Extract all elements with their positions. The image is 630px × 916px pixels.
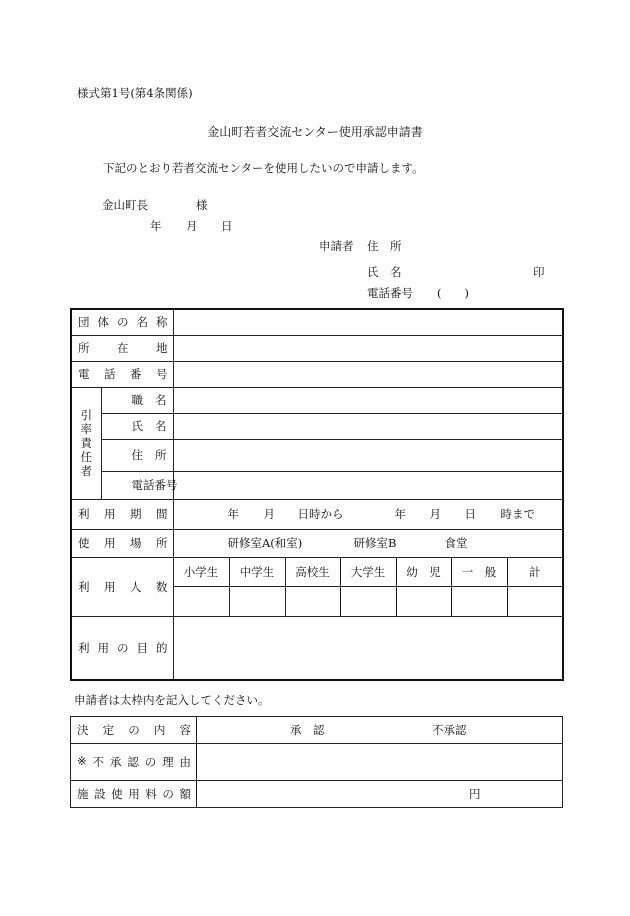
label-char: 住 <box>131 448 143 462</box>
date-day: 日 <box>221 219 233 233</box>
label-char: 職 <box>131 393 143 407</box>
label-char: 理 <box>162 755 174 769</box>
label-char: 由 <box>179 755 191 769</box>
reason-text <box>71 754 196 770</box>
label-char: 間 <box>156 507 168 521</box>
label-char: 所 <box>155 448 167 462</box>
label-char: 電 <box>78 367 90 381</box>
count-field-total[interactable] <box>507 586 563 616</box>
fee-field[interactable] <box>197 781 563 808</box>
period-day-2: 日 <box>464 507 476 521</box>
count-field-junior-high[interactable] <box>229 586 285 616</box>
decision-label <box>71 717 197 744</box>
leader-char: 引 <box>80 408 92 422</box>
label-char: 期 <box>130 507 142 521</box>
label-char: 決 <box>77 723 89 737</box>
phone-label <box>71 361 173 387</box>
leader-char: 任 <box>80 450 92 464</box>
leader-title-field[interactable] <box>173 387 563 413</box>
label-char: 的 <box>156 640 168 655</box>
label-char: 話 <box>104 367 116 381</box>
label-char: 電 <box>131 478 143 492</box>
label-char: の <box>117 640 129 655</box>
approved-option[interactable]: 承 認 <box>290 723 325 737</box>
label-char: 利 <box>78 640 90 655</box>
label-char: 内 <box>153 723 166 737</box>
label-char: 利 <box>78 579 90 594</box>
fee-text <box>71 786 196 802</box>
applicant-name-label: 氏 名 <box>367 265 402 279</box>
period-field[interactable] <box>173 499 563 529</box>
label-char: 話 <box>143 478 155 492</box>
label-char: 定 <box>102 723 115 737</box>
location-text <box>72 340 173 356</box>
purpose-text <box>72 640 173 656</box>
count-label <box>71 557 173 616</box>
period-year-1: 年 <box>227 507 239 521</box>
label-char: 所 <box>78 341 90 355</box>
leader-char: 者 <box>80 464 92 478</box>
group-name-text <box>72 314 173 330</box>
label-char: 場 <box>130 536 142 550</box>
label-char: 不 <box>92 755 105 769</box>
label-char: 額 <box>179 787 191 801</box>
decision-text <box>71 722 196 738</box>
rejected-option[interactable]: 不承認 <box>432 723 467 737</box>
leader-name-text <box>102 418 173 434</box>
period-year-2: 年 <box>394 507 406 521</box>
count-field-university[interactable] <box>340 586 396 616</box>
label-char: の <box>144 755 157 769</box>
label-char: 使 <box>78 536 90 550</box>
form-number: 様式第1号(第4条関係) <box>77 86 193 100</box>
label-char: 認 <box>127 755 139 769</box>
count-header: 大学生 <box>340 557 396 586</box>
label-char: 名 <box>136 315 148 330</box>
place-text <box>72 535 173 551</box>
place-option-room-a[interactable]: 研修室A(和室) <box>227 536 303 550</box>
group-name-field[interactable] <box>173 309 563 335</box>
place-field[interactable] <box>173 529 563 557</box>
label-char: 所 <box>156 536 168 550</box>
leader-address-text <box>102 447 173 463</box>
label-char: 設 <box>94 787 106 801</box>
count-field-elementary[interactable] <box>173 586 229 616</box>
leader-char: 率 <box>80 422 92 436</box>
period-text <box>72 506 173 522</box>
period-month-2: 月 <box>429 507 441 521</box>
intro-text: 下記のとおり若者交流センターを使用したいので申請します。 <box>103 161 424 175</box>
count-field-general[interactable] <box>451 586 507 616</box>
label-char: 容 <box>179 723 191 737</box>
fee-label <box>71 781 197 808</box>
applicant-phone-label: 電話番号 <box>367 286 413 300</box>
count-header: 幼 児 <box>396 557 451 586</box>
label-char: 用 <box>104 507 116 521</box>
label-char: 人 <box>130 579 142 594</box>
place-option-room-b[interactable]: 研修室B <box>353 536 397 550</box>
application-table <box>70 308 564 681</box>
place-option-cafeteria[interactable]: 食堂 <box>444 536 468 550</box>
purpose-field[interactable] <box>173 616 563 680</box>
label-char: 用 <box>128 787 140 801</box>
count-header: 中学生 <box>229 557 285 586</box>
label-char: の <box>128 723 140 737</box>
period-until: 時まで <box>500 507 535 521</box>
place-label <box>71 529 173 557</box>
count-field-high-school[interactable] <box>285 586 340 616</box>
label-char: 号 <box>166 478 178 492</box>
label-char: 数 <box>156 579 168 594</box>
decision-field[interactable] <box>197 717 563 744</box>
label-char: 称 <box>156 315 168 330</box>
count-header: 高校生 <box>285 557 340 586</box>
label-char: 番 <box>154 478 166 492</box>
location-field[interactable] <box>173 335 563 361</box>
leader-name-field[interactable] <box>173 413 563 439</box>
label-char: 承 <box>109 755 122 769</box>
label-char: 料 <box>145 787 157 801</box>
phone-text <box>72 366 173 382</box>
leader-label <box>71 387 101 499</box>
note-text: 申請者は太枠内を記入してください。 <box>74 693 270 707</box>
seal-mark: 印 <box>533 265 545 279</box>
label-char: 団 <box>78 315 90 330</box>
label-char: 在 <box>117 341 129 355</box>
leader-phone-field[interactable] <box>173 471 563 499</box>
label-char: の <box>162 787 174 801</box>
label-char: 用 <box>104 579 116 594</box>
count-header: 一 般 <box>451 557 507 586</box>
applicant-address-label: 住 所 <box>367 239 402 253</box>
addressee: 金山町長 <box>102 198 148 212</box>
date-month: 月 <box>186 219 198 233</box>
applicant-phone-paren: ( ) <box>437 286 469 300</box>
leader-title-label <box>101 387 173 413</box>
count-header: 小学生 <box>173 557 229 586</box>
label-char: 用 <box>97 640 109 655</box>
leader-phone-text <box>102 477 178 493</box>
label-char: 氏 <box>131 419 143 433</box>
applicant-label: 申請者 <box>319 239 354 253</box>
label-char: 施 <box>77 787 89 801</box>
reason-label <box>71 744 197 781</box>
reason-field[interactable] <box>197 744 563 781</box>
period-month-1: 月 <box>263 507 275 521</box>
honorific: 様 <box>196 198 208 212</box>
yen-unit: 円 <box>469 787 481 801</box>
leader-name-label <box>101 413 173 439</box>
phone-field[interactable] <box>173 361 563 387</box>
count-field-infant[interactable] <box>396 586 451 616</box>
leader-address-label <box>101 439 173 471</box>
label-char: 番 <box>130 367 142 381</box>
label-char: 体 <box>97 315 109 330</box>
purpose-label <box>71 616 173 680</box>
label-char: 名 <box>155 419 167 433</box>
leader-char: 責 <box>80 436 92 450</box>
count-header: 計 <box>507 557 563 586</box>
label-char: ※ <box>77 754 87 768</box>
label-char: 使 <box>111 787 123 801</box>
label-char: 用 <box>104 536 116 550</box>
period-label <box>71 499 173 529</box>
leader-title-text <box>102 392 173 408</box>
label-char: 地 <box>156 341 168 355</box>
label-char: の <box>117 315 129 330</box>
label-char: 利 <box>78 507 90 521</box>
label-char: 号 <box>156 367 168 381</box>
decision-table <box>70 716 563 808</box>
leader-address-field[interactable] <box>173 439 563 471</box>
count-text <box>72 579 173 595</box>
label-char: 目 <box>136 640 148 655</box>
label-char: 名 <box>155 393 167 407</box>
form-title: 金山町若者交流センター使用承認申請書 <box>207 125 423 139</box>
period-from: 日時から <box>297 507 344 521</box>
leader-phone-label <box>101 471 178 499</box>
group-name-label <box>71 309 173 335</box>
location-label <box>71 335 173 361</box>
date-year: 年 <box>150 219 162 233</box>
